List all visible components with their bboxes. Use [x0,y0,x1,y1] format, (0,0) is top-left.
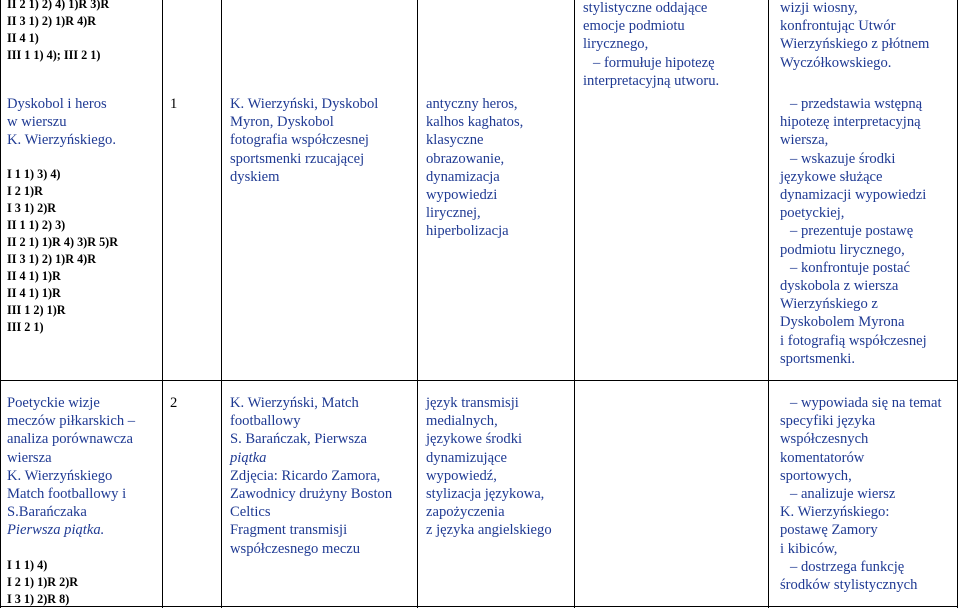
row2-texts [230,394,416,558]
content-line: wypowiedź, [426,467,497,484]
achievement-line: – konfrontuje postać [790,259,910,276]
code-line: III 2 1) [7,320,44,334]
row1-codes-top [7,0,159,64]
code-line: II 3 1) 2) 1)R 4)R [7,14,97,28]
code-line: I 2 1) 1)R 2)R [7,575,79,589]
row2-lesson-title [7,394,159,540]
skill-line: lirycznego, [583,36,649,53]
title-line: wiersza [7,449,52,466]
row1-lesson-title [7,95,159,150]
achievement-line: poetyckiej, [780,205,845,222]
code-line: II 4 1) 1)R [7,269,61,283]
achievement-line: dynamizacji wypowiedzi [780,187,927,204]
skill-line: stylistyczne oddające [583,0,708,16]
achievement-line: – dostrzega funkcję [790,558,905,575]
code-line: I 3 1) 2)R 8) [7,592,70,606]
code-line: III 1 2) 1)R [7,303,66,317]
code-line: I 3 1) 2)R [7,201,57,215]
title-line: meczów piłkarskich – [7,413,136,430]
content-line: z języka angielskiego [426,522,552,539]
title-line: Match footballowy i [7,486,127,503]
row1-skills-top [583,0,767,90]
achievement-line: Wierzyńskiego z płótnem [780,36,930,53]
achievement-line: Wierzyńskiego z [780,296,878,313]
content-line: zapożyczenia [426,504,505,521]
content-line: dynamizacja [426,168,500,185]
grid-line [574,0,575,608]
achievement-line: konfrontując Utwór [780,18,896,35]
grid-line [417,0,418,608]
text-line: fotografia współczesnej [230,132,369,149]
content-line: dynamizujące [426,449,508,466]
achievement-line: K. Wierzyńskiego: [780,504,890,521]
title-line: w wierszu [7,114,67,131]
code-line: II 4 1) [7,31,39,45]
grid-line [221,0,222,608]
content-line: obrazowanie, [426,150,505,167]
code-line: I 1 1) 3) 4) [7,167,61,181]
text-line: K. Wierzyński, Dyskobol [230,96,379,112]
achievement-line: specyfiki języka [780,413,876,430]
content-line: język transmisji [426,395,519,411]
grid-line [0,380,958,381]
grid-line [0,0,1,608]
code-line: I 2 1)R [7,184,43,198]
content-line: antyczny heros, [426,96,518,112]
row2-hours: 2 [170,395,178,411]
row1-achievements [780,95,956,368]
content-line: stylizacja językowa, [426,486,545,503]
achievement-line: – analizuje wiersz [790,486,896,503]
row2-content [426,394,572,540]
title-line: analiza porównawcza [7,431,133,448]
title-line: K. Wierzyńskiego. [7,132,116,149]
title-line: S.Barańczaka [7,504,87,521]
text-line: sportsmenki rzucającej [230,150,365,167]
title-line: K. Wierzyńskiego [7,467,113,484]
row1-achievements-top [780,0,956,72]
row1-content [426,95,572,241]
achievement-line: środków stylistycznych [780,577,918,594]
content-line: hiperbolizacja [426,223,509,240]
row1-codes [7,166,159,336]
achievement-line: sportowych, [780,467,852,484]
content-line: klasyczne [426,132,484,149]
row1-texts [230,95,416,186]
achievement-line: – wypowiada się na temat [790,395,942,411]
text-line: Fragment transmisji [230,522,348,539]
grid-line [162,0,163,608]
title-line: Poetyckie wizje [7,395,100,411]
title-line: Pierwsza piątka. [7,522,105,539]
code-line: I 1 1) 4) [7,558,48,572]
achievement-line: Wyczółkowskiego. [780,54,892,71]
code-line: III 1 1) 4); III 2 1) [7,48,101,62]
achievement-line: postawę Zamory [780,522,878,539]
achievement-line: i fotografią współczesnej [780,332,927,349]
achievement-line: sportsmenki. [780,350,855,367]
text-line: K. Wierzyński, Match [230,395,359,411]
code-line: II 2 1) 2) 4) 1)R 3)R [7,0,110,11]
row1-hours: 1 [170,96,178,112]
content-line: wypowiedzi [426,187,498,204]
achievement-line: współczesnych [780,431,869,448]
text-line: Zawodnicy drużyny Boston [230,486,393,503]
content-line: medialnych, [426,413,498,430]
content-line: kalhos kaghatos, [426,114,524,131]
text-line: piątka [230,449,267,466]
achievement-line: i kibiców, [780,540,838,557]
text-line: S. Barańczak, Pierwsza [230,431,367,448]
achievement-line: wiersza, [780,132,829,149]
achievement-line: – przedstawia wstępną [790,96,923,112]
achievement-line: Dyskobolem Myrona [780,314,905,331]
text-line: Zdjęcia: Ricardo Zamora, [230,467,381,484]
skill-line: emocje podmiotu [583,18,685,35]
skill-line: – formułuje hipotezę [593,54,715,71]
achievement-line: dyskobola z wiersza [780,278,899,295]
achievement-line: komentatorów [780,449,865,466]
achievement-line: językowe służące [780,168,883,185]
achievement-line: – wskazuje środki [790,150,896,167]
text-line: Celtics [230,504,271,521]
achievement-line: hipotezę interpretacyjną [780,114,921,131]
code-line: II 4 1) 1)R [7,286,61,300]
achievement-line: – prezentuje postawę [790,223,914,240]
text-line: dyskiem [230,168,280,185]
content-line: lirycznej, [426,205,481,222]
content-line: językowe środki [426,431,523,448]
achievement-line: wizji wiosny, [780,0,858,16]
achievement-line: podmiotu lirycznego, [780,241,905,258]
row2-achievements [780,394,956,594]
text-line: współczesnego meczu [230,540,361,557]
grid-line [768,0,769,608]
skill-line: interpretacyjną utworu. [583,72,720,89]
row2-codes [7,557,159,608]
code-line: II 1 1) 2) 3) [7,218,66,232]
grid-line [957,0,958,608]
text-line: footballowy [230,413,301,430]
text-line: Myron, Dyskobol [230,114,334,131]
title-line: Dyskobol i heros [7,96,107,112]
code-line: II 3 1) 2) 1)R 4)R [7,252,97,266]
code-line: II 2 1) 1)R 4) 3)R 5)R [7,235,119,249]
